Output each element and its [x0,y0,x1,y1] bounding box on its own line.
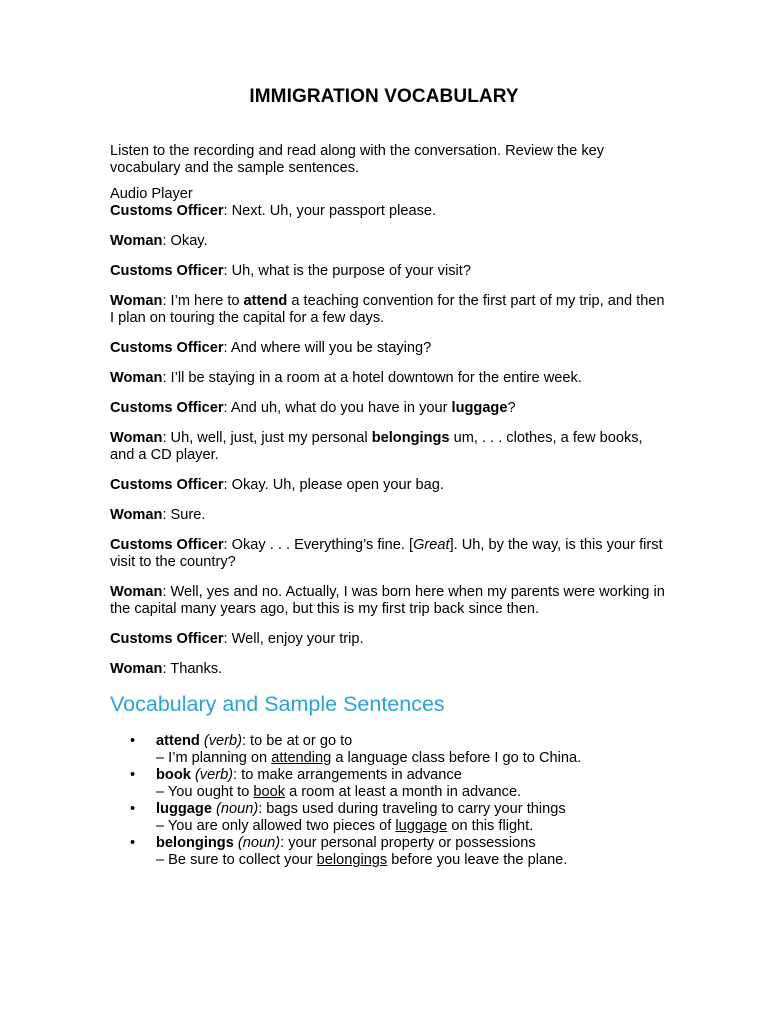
key-word: belongings [371,430,450,446]
page-title: IMMIGRATION VOCABULARY [249,86,519,107]
document-body [110,143,670,869]
speaker-name: Woman [110,661,163,677]
bullet-icon: • [130,767,136,783]
dialogue-line [110,430,670,464]
dialogue-text: : Thanks. [162,661,223,677]
dialogue-text: : And where will you be staying? [223,340,432,356]
example-text: on this flight. [447,818,534,834]
vocab-item [130,801,670,835]
dialogue-line [110,631,670,648]
dialogue-text: : Okay. Uh, please open your bag. [223,477,444,493]
dialogue-line [110,537,670,571]
speaker-name: Customs Officer [110,400,224,416]
dialogue-line [110,400,670,417]
dialogue-text: : Next. Uh, your passport please. [223,203,437,219]
speaker-name: Customs Officer [110,477,224,493]
key-word: attend [243,293,288,309]
part-of-speech: (noun) [216,801,259,817]
dialogue-line [110,661,670,678]
dialogue-text: : Well, enjoy your trip. [223,631,364,647]
speaker-name: Woman [110,233,163,249]
vocab-definition: : to be at or go to [241,733,353,749]
section-heading: Vocabulary and Sample Sentences [110,692,445,716]
speaker-name: Woman [110,584,163,600]
bullet-icon: • [130,733,136,749]
dialogue-text: : And uh, what do you have in your [223,400,452,416]
speaker-name: Woman [110,293,163,309]
example-text: a room at least a month in advance. [285,784,522,800]
dialogue-text: : Sure. [162,507,206,523]
dialogue-line [110,340,670,357]
example-text: – Be sure to collect your [156,852,317,868]
dialogue-text: : I’m here to [162,293,244,309]
vocab-definition: : to make arrangements in advance [233,767,462,783]
speaker-name: Customs Officer [110,537,224,553]
dialogue-text: : Well, yes and no. Actually, I was born here when my parents were working in the capital many years ago, but this is my first trip back since then. [110,584,665,617]
vocab-definition: : your personal property or possessions [280,835,536,851]
vocab-definition: : bags used during traveling to carry your things [258,801,566,817]
example-text: – You ought to [156,784,254,800]
vocab-word: book [156,767,191,783]
vocab-item [130,835,670,869]
dialogue-line [110,293,670,327]
example-text: – I’m planning on [156,750,272,766]
dialogue-line [110,203,670,220]
vocabulary-list [110,733,670,869]
key-word: luggage [451,400,508,416]
italic-text: Great [413,537,450,553]
speaker-name: Woman [110,507,163,523]
example-keyword: book [253,784,286,800]
example-keyword: belongings [316,852,388,868]
dialogue-text: ? [507,400,516,416]
vocab-word: attend [156,733,200,749]
part-of-speech: (verb) [194,767,234,783]
vocab-word: luggage [156,801,212,817]
speaker-name: Customs Officer [110,203,224,219]
intro-paragraph: Listen to the recording and read along with the conversation. Review the key vocabulary and the sample sentences. [110,143,605,176]
vocab-item [130,767,670,801]
dialogue-line [110,507,670,524]
audio-player-label: Audio Player [110,186,193,202]
speaker-name: Customs Officer [110,263,224,279]
dialogue-line [110,263,670,280]
speaker-name: Customs Officer [110,340,224,356]
vocab-word: belongings [156,835,234,851]
example-text: – You are only allowed two pieces of [156,818,396,834]
dialogue-text: : Uh, well, just, just my personal [162,430,372,446]
speaker-name: Woman [110,430,163,446]
dialogue-text: : I’ll be staying in a room at a hotel downtown for the entire week. [162,370,582,386]
example-keyword: attending [271,750,332,766]
dialogue-text: ]. Uh, by the way, is this your first visit to the country? [110,537,663,570]
dialogue-line [110,477,670,494]
dialogue-text: um, . . . clothes, a few books, and a CD player. [110,430,643,463]
part-of-speech: (noun) [237,835,281,851]
dialogue-text: : Okay . . . Everything’s fine. [ [223,537,414,553]
dialogue-line [110,584,670,618]
dialogue-text: : Okay. [162,233,208,249]
example-text: a language class before I go to China. [331,750,582,766]
example-keyword: luggage [395,818,448,834]
part-of-speech: (verb) [203,733,242,749]
dialogue [110,203,670,678]
speaker-name: Customs Officer [110,631,224,647]
dialogue-text: a teaching convention for the first part of my trip, and then I plan on touring the capital for a few days. [110,293,665,326]
bullet-icon: • [130,801,136,817]
dialogue-text: : Uh, what is the purpose of your visit? [223,263,471,279]
bullet-icon: • [130,835,136,851]
speaker-name: Woman [110,370,163,386]
dialogue-line [110,370,670,387]
example-text: before you leave the plane. [387,852,568,868]
vocab-item [130,733,670,767]
dialogue-line [110,233,670,250]
